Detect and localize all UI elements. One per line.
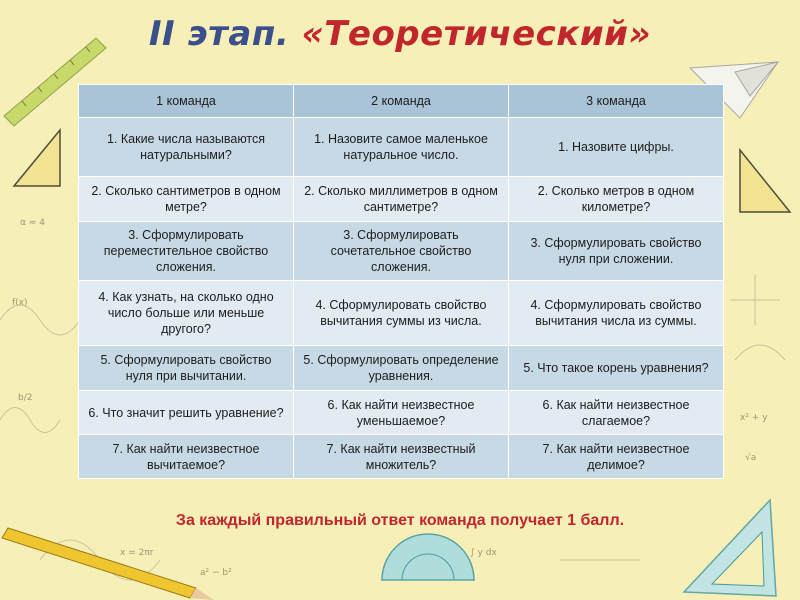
table-cell: 6. Как найти неизвестное уменьшаемое? bbox=[294, 391, 509, 435]
table-cell: 5. Сформулировать свойство нуля при вычитании. bbox=[79, 346, 294, 391]
table-cell: 2. Сколько сантиметров в одном метре? bbox=[79, 177, 294, 222]
table-row bbox=[79, 391, 724, 435]
svg-text:α ≈ 4: α ≈ 4 bbox=[20, 218, 45, 228]
table-cell: 4. Сформулировать свойство вычитания числа из суммы. bbox=[509, 281, 724, 346]
svg-text:f(x): f(x) bbox=[12, 298, 28, 308]
page-title bbox=[0, 14, 800, 54]
table-row bbox=[79, 222, 724, 281]
header-team-1: 1 команда bbox=[79, 85, 294, 118]
table-cell: 6. Как найти неизвестное слагаемое? bbox=[509, 391, 724, 435]
svg-text:∫ y dx: ∫ y dx bbox=[470, 548, 497, 558]
table-cell: 1. Назовите самое маленькое натуральное число. bbox=[294, 118, 509, 177]
table-row bbox=[79, 177, 724, 222]
table-row bbox=[79, 118, 724, 177]
table-cell: 7. Как найти неизвестное вычитаемое? bbox=[79, 435, 294, 479]
questions-table bbox=[78, 84, 724, 479]
header-team-3: 3 команда bbox=[509, 85, 724, 118]
svg-text:a² − b²: a² − b² bbox=[200, 568, 232, 578]
header-team-2: 2 команда bbox=[294, 85, 509, 118]
title-stage: II этап. bbox=[148, 14, 290, 54]
table-row bbox=[79, 435, 724, 479]
table-cell: 5. Что такое корень уравнения? bbox=[509, 346, 724, 391]
scoring-note: За каждый правильный ответ команда получает 1 балл. bbox=[175, 512, 625, 529]
table-row bbox=[79, 346, 724, 391]
table-cell: 3. Сформулировать сочетательное свойство сложения. bbox=[294, 222, 509, 281]
table-cell: 2. Сколько миллиметров в одном сантиметре? bbox=[294, 177, 509, 222]
table-cell: 3. Сформулировать свойство нуля при сложении. bbox=[509, 222, 724, 281]
table-cell: 6. Что значит решить уравнение? bbox=[79, 391, 294, 435]
pencil-icon bbox=[2, 528, 214, 600]
title-name: «Теоретический» bbox=[301, 14, 652, 54]
triangle-left-icon bbox=[14, 130, 60, 186]
table-cell: 2. Сколько метров в одном километре? bbox=[509, 177, 724, 222]
svg-text:b/2: b/2 bbox=[18, 393, 33, 403]
table-cell: 1. Назовите цифры. bbox=[509, 118, 724, 177]
table-cell: 5. Сформулировать определение уравнения. bbox=[294, 346, 509, 391]
table-cell: 7. Как найти неизвестное делимое? bbox=[509, 435, 724, 479]
table-cell: 7. Как найти неизвестный множитель? bbox=[294, 435, 509, 479]
svg-text:√a: √a bbox=[745, 453, 757, 463]
table-header-row bbox=[79, 85, 724, 118]
triangle-right-icon bbox=[740, 150, 790, 212]
svg-text:x² + y: x² + y bbox=[740, 413, 768, 423]
table-cell: 4. Сформулировать свойство вычитания суммы из числа. bbox=[294, 281, 509, 346]
table-cell: 3. Сформулировать переместительное свойство сложения. bbox=[79, 222, 294, 281]
table-cell: 4. Как узнать, на сколько одно число больше или меньше другого? bbox=[79, 281, 294, 346]
protractor-icon bbox=[382, 534, 474, 580]
svg-text:x = 2πr: x = 2πr bbox=[120, 548, 154, 558]
table-cell: 1. Какие числа называются натуральными? bbox=[79, 118, 294, 177]
table-row bbox=[79, 281, 724, 346]
